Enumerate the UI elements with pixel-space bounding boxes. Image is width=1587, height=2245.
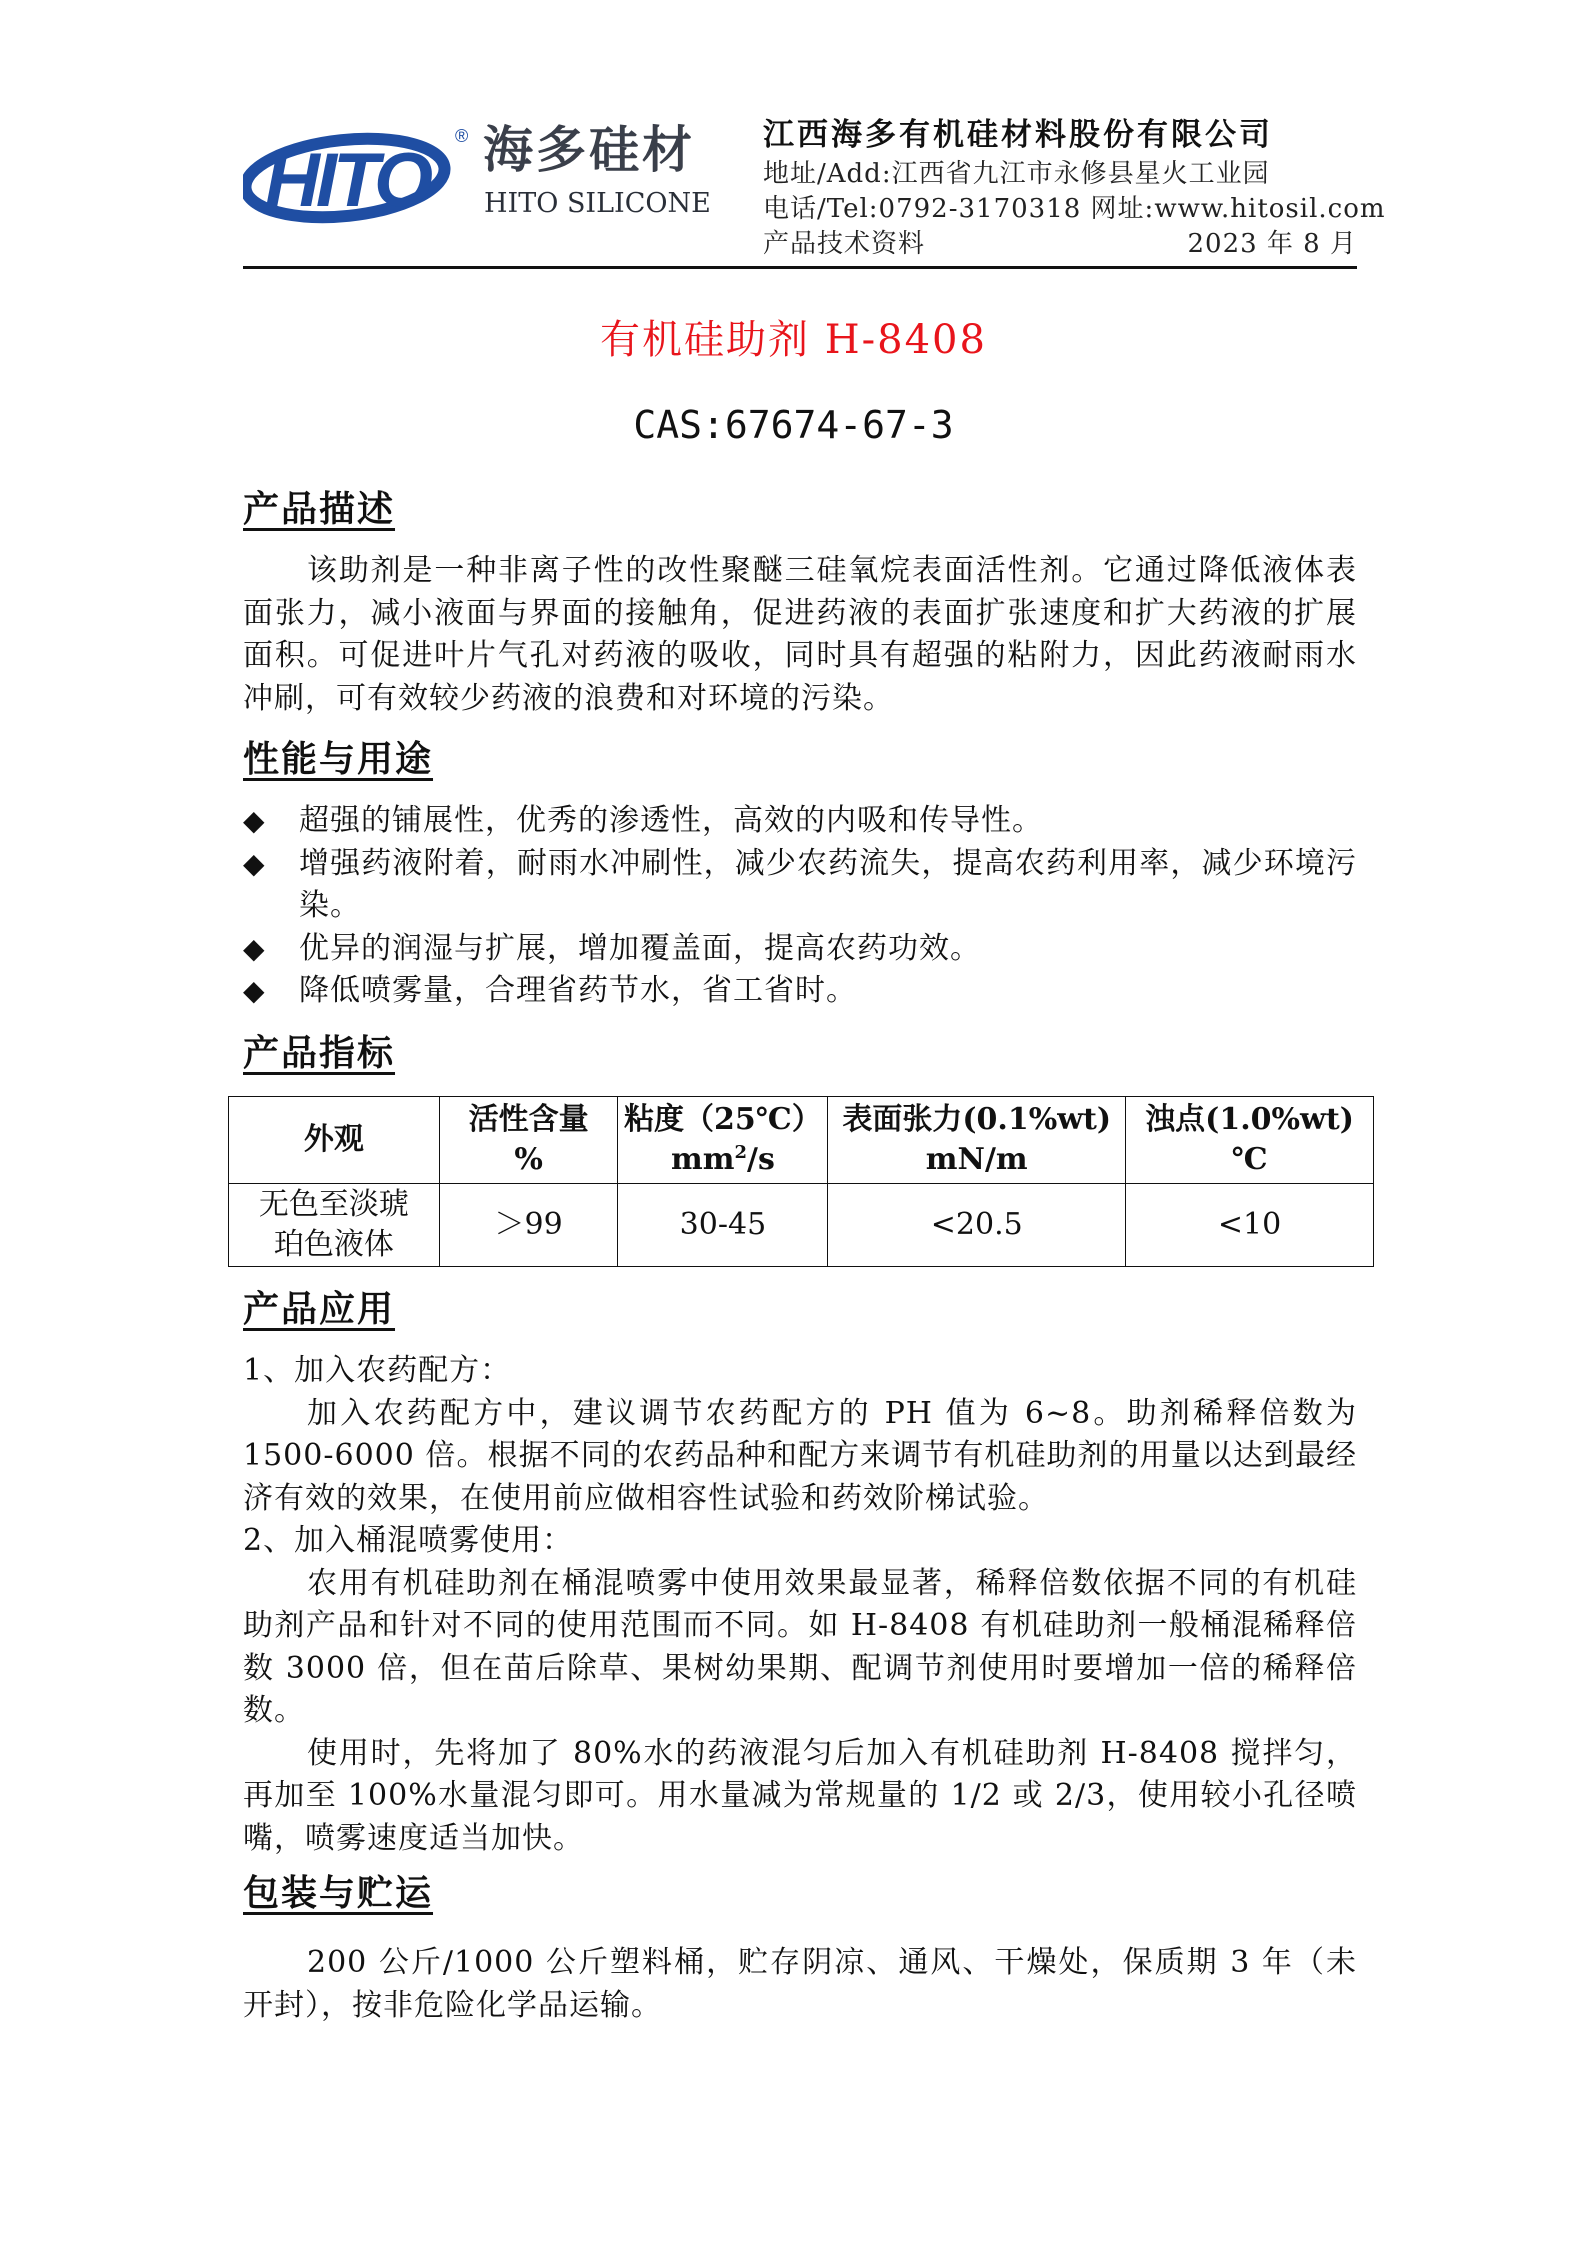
logo-name-cn: 海多硅材 xyxy=(483,120,695,179)
doc-date: 2023 年 8 月 xyxy=(1187,229,1357,259)
product-title: 有机硅助剂 H-8408 xyxy=(600,317,987,363)
section-heading-description: 产品描述 xyxy=(243,488,396,530)
section-heading-performance: 性能与用途 xyxy=(243,738,434,780)
description-paragraph xyxy=(243,550,1357,720)
diamond-bullet-icon: ◆ xyxy=(243,846,266,880)
application-subheading-2: 2、加入桶混喷雾使用： xyxy=(243,1523,574,1558)
logo-name-en: HITO SILICONE xyxy=(484,188,711,219)
header-info xyxy=(763,113,1386,262)
header-divider xyxy=(243,266,1357,269)
cas-number: CAS:67674-67-3 xyxy=(633,403,954,447)
company-logo xyxy=(243,120,711,230)
registered-mark: ® xyxy=(455,126,469,146)
list-item-text: 超强的铺展性，优秀的渗透性，高效的内吸和传导性。 xyxy=(299,803,1043,838)
cell-appearance: 无色至淡琥 珀色液体 xyxy=(229,1184,440,1267)
diamond-bullet-icon: ◆ xyxy=(243,804,266,837)
application-paragraph-2: 农用有机硅助剂在桶混喷雾中使用效果最显著，稀释倍数依据不同的有机硅助剂产品和针对不同的使用范围而不同。如 H-8408 有机硅助剂一般桶混稀释倍数 3000 倍，但在苗后除草、果树幼果期、配调节剂使用时要增加一倍的稀释倍数。 xyxy=(243,1565,1357,1728)
header-viscosity: 粘度（25℃） $mm^2/s$ xyxy=(618,1097,828,1184)
application-paragraph-3: 使用时，先将加了 80%水的药液混匀后加入有机硅助剂 H-8408 搅拌匀，再加至 100%水量混匀即可。用水量减为常规量的 1/2 或 2/3，使用较小孔径喷嘴，喷雾速度适当加快。 xyxy=(243,1735,1357,1856)
header-appearance: 外观 xyxy=(229,1097,440,1184)
company-name: 江西海多有机硅材料股份有限公司 xyxy=(763,117,1273,153)
header-active-content: 活性含量 % xyxy=(439,1097,618,1184)
cell-viscosity: 30-45 xyxy=(618,1184,828,1267)
packaging-text: 200 公斤/1000 公斤塑料桶，贮存阴凉、通风、干燥处，保质期 3 年（未开封），按非危险化学品运输。 xyxy=(243,1945,1357,2023)
spec-table xyxy=(228,1096,1374,1267)
doc-meta-row xyxy=(763,227,1357,262)
description-text: 该助剂是一种非离子性的改性聚醚三硅氧烷表面活性剂。它通过降低液体表面张力，减小液面与界面的接触角，促进药液的表面扩张速度和扩大药液的扩展面积。可促进叶片气孔对药液的吸收，同时具有超强的粘附力，因此药液耐雨水冲刷，可有效较少药液的浪费和对环境的污染。 xyxy=(243,553,1357,716)
application-subheading-1: 1、加入农药配方： xyxy=(243,1353,512,1388)
header-surface-tension: 表面张力(0.1%wt) mN/m xyxy=(828,1097,1126,1184)
section-heading-application: 产品应用 xyxy=(243,1288,396,1330)
diamond-bullet-icon: ◆ xyxy=(243,931,266,965)
list-item xyxy=(243,843,1357,928)
list-item xyxy=(243,800,1357,843)
list-item xyxy=(243,928,1357,971)
diamond-bullet-icon: ◆ xyxy=(243,974,266,1007)
company-contact: 电话/Tel:0792-3170318 网址:www.hitosil.com xyxy=(763,194,1386,224)
application-body xyxy=(243,1350,1357,1860)
doc-type: 产品技术资料 xyxy=(763,229,926,259)
table-header-row xyxy=(229,1097,1374,1184)
application-paragraph-1: 加入农药配方中，建议调节农药配方的 PH 值为 6~8。助剂稀释倍数为 1500-6000 倍。根据不同的农药品种和配方来调节有机硅助剂的用量以达到最经济有效的效果，在使用前应做相容性试验和药效阶梯试验。 xyxy=(243,1395,1357,1516)
section-heading-specs: 产品指标 xyxy=(243,1032,396,1074)
list-item-text: 增强药液附着，耐雨水冲刷性，减少农药流失，提高农药利用率，减少环境污染。 xyxy=(299,845,1357,923)
list-item xyxy=(243,970,1357,1013)
list-item-text: 降低喷雾量，合理省药节水，省工省时。 xyxy=(299,973,857,1008)
cell-active-content: ＞99 xyxy=(439,1184,618,1267)
hito-logo-icon xyxy=(243,120,475,230)
header-cloud-point: 浊点(1.0%wt) ℃ xyxy=(1126,1097,1374,1184)
cell-cloud-point: <10 xyxy=(1126,1184,1374,1267)
logo-text: HITO xyxy=(265,138,430,223)
cell-surface-tension: <20.5 xyxy=(828,1184,1126,1267)
list-item-text: 优异的润湿与扩展，增加覆盖面，提高农药功效。 xyxy=(299,930,981,966)
section-heading-packaging: 包装与贮运 xyxy=(243,1872,434,1914)
company-address: 地址/Add:江西省九江市永修县星火工业园 xyxy=(763,159,1270,189)
table-row xyxy=(229,1184,1374,1267)
performance-list xyxy=(243,800,1357,1013)
packaging-paragraph xyxy=(243,1942,1357,2027)
